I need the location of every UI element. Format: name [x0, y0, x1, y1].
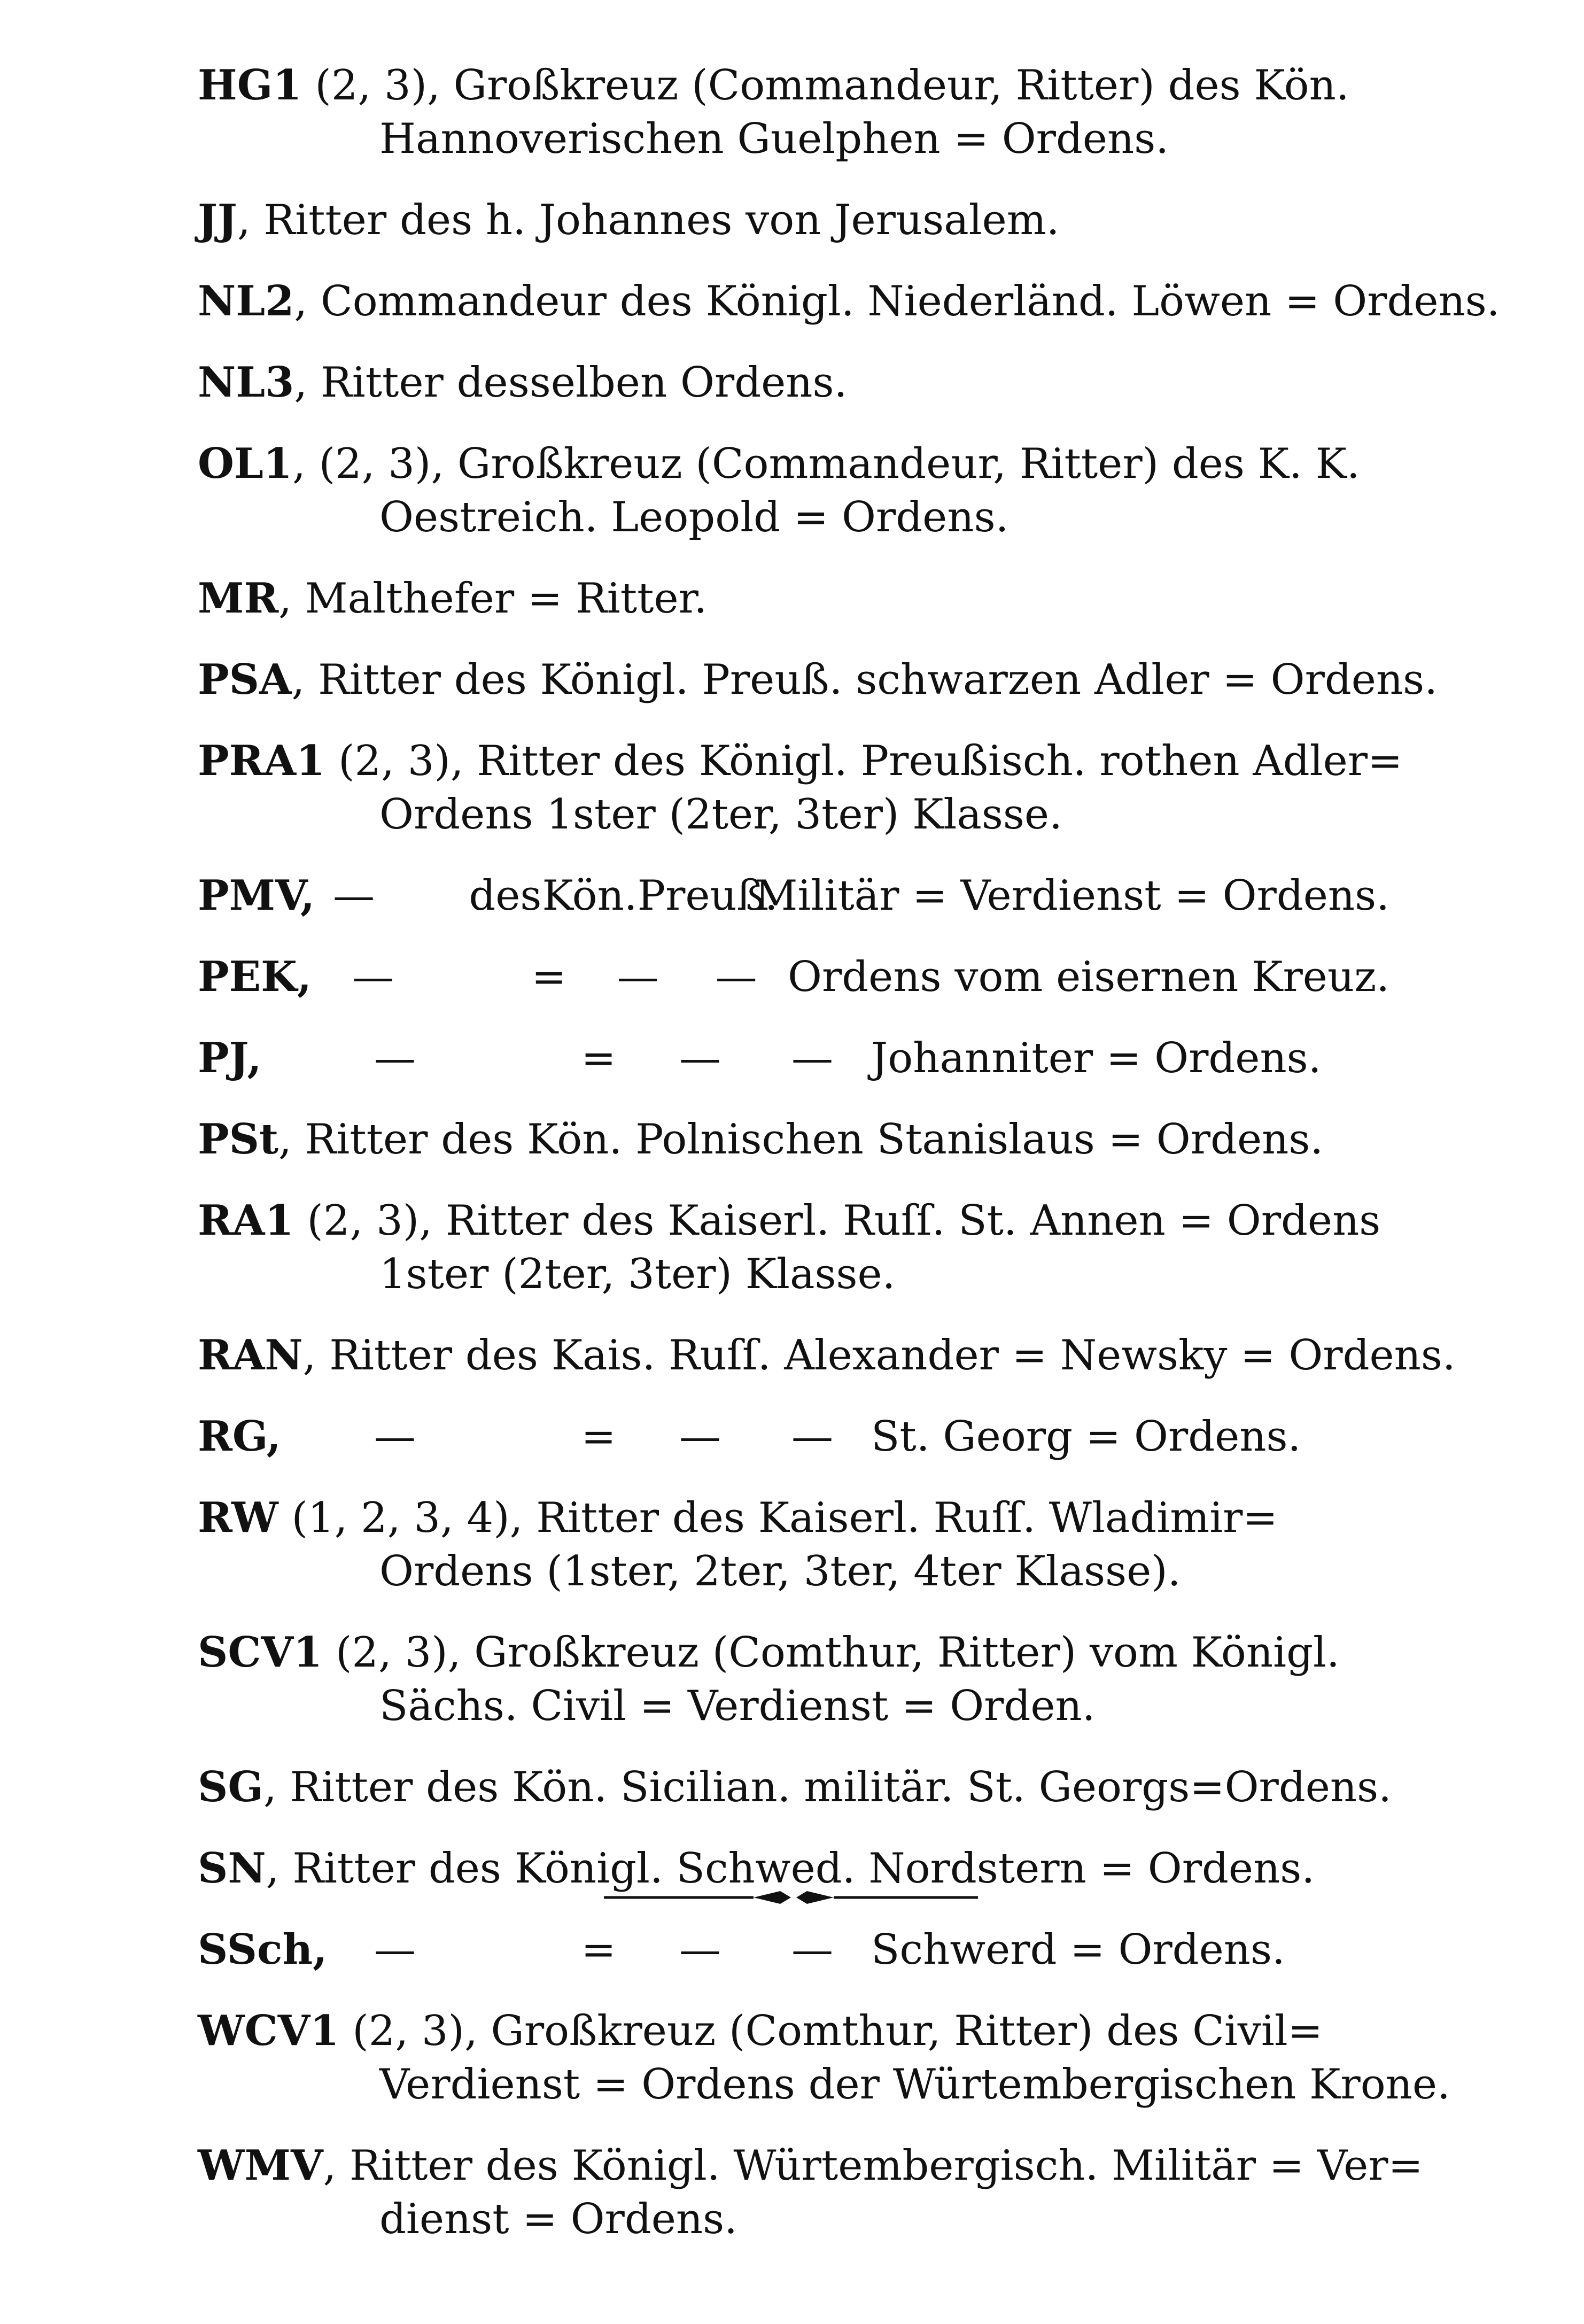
- entry-text: Militär = Verdienst = Ordens.: [755, 872, 1389, 920]
- entry-abbreviation: PJ,: [198, 1034, 262, 1082]
- entry-abbreviation: RG,: [198, 1412, 281, 1461]
- ditto-mark: —: [791, 1413, 833, 1461]
- ditto-mark: Preuß.: [637, 872, 778, 920]
- list-item: [198, 950, 1389, 1004]
- list-item: [198, 1329, 1456, 1382]
- ditto-mark: —: [791, 1034, 833, 1082]
- list-item: [198, 869, 1389, 923]
- entry-abbreviation: MR: [198, 574, 279, 623]
- entry-abbreviation: SSch,: [198, 1925, 328, 1974]
- entry-abbreviation: HG1: [198, 61, 302, 110]
- list-item: [198, 437, 1389, 544]
- list-item: [198, 572, 1389, 625]
- entry-text: , Ritter desselben Ordens.: [294, 359, 848, 407]
- entry-abbreviation: NL3: [198, 358, 294, 407]
- entry-abbreviation: WMV: [198, 2141, 323, 2190]
- ditto-mark: des: [469, 872, 542, 920]
- entry-abbreviation: PMV,: [198, 871, 315, 920]
- entry-abbreviation: SG: [198, 1763, 263, 1811]
- entry-abbreviation: WCV1: [198, 2007, 339, 2055]
- entry-abbreviation: RA1: [198, 1196, 294, 1245]
- entry-abbreviation: NL2: [198, 277, 294, 326]
- entry-text: Johanniter = Ordens.: [871, 1034, 1322, 1082]
- entry-text: , Ritter des h. Johannes von Jerusalem.: [237, 196, 1060, 244]
- ditto-mark: —: [679, 1413, 721, 1461]
- entry-text: (1, 2, 3, 4), Ritter des Kaiserl. Ruſſ. Wladimir=: [278, 1494, 1278, 1542]
- entry-text: (2, 3), Ritter des Königl. Preußisch. rothen Adler=: [325, 737, 1403, 785]
- list-item: [198, 1923, 1389, 1977]
- ditto-mark: =: [581, 1413, 616, 1461]
- ditto-mark: =: [581, 1926, 616, 1974]
- entry-text: Ordens vom eisernen Kreuz.: [788, 953, 1390, 1001]
- ditto-mark: —: [679, 1926, 721, 1974]
- list-item: [198, 653, 1438, 707]
- entry-continuation: Oestreich. Leopold = Ordens.: [379, 493, 1009, 541]
- list-item: [198, 356, 1389, 409]
- list-item: [198, 1410, 1389, 1463]
- entry-text: , Ritter des Kais. Ruſſ. Alexander = Newsky = Ordens.: [302, 1331, 1456, 1380]
- ditto-mark: —: [374, 1413, 416, 1461]
- list-item: [198, 59, 1389, 166]
- list-item: [198, 2139, 1423, 2246]
- entry-abbreviation: PSt: [198, 1115, 279, 1164]
- ditto-mark: —: [791, 1926, 833, 1974]
- entry-abbreviation: PRA1: [198, 737, 325, 785]
- entry-abbreviation: JJ: [198, 196, 237, 244]
- ditto-mark: —: [374, 1034, 416, 1082]
- ditto-mark: —: [352, 953, 394, 1001]
- list-item: [198, 1626, 1389, 1733]
- entry-text: (2, 3), Großkreuz (Comthur, Ritter) des Civil=: [339, 2007, 1323, 2055]
- entry-abbreviation: PEK,: [198, 952, 312, 1001]
- entry-continuation: 1ster (2ter, 3ter) Klasse.: [379, 1250, 896, 1298]
- entry-continuation: Ordens (1ster, 2ter, 3ter, 4ter Klasse).: [379, 1547, 1181, 1595]
- list-item: [198, 2004, 1450, 2111]
- entry-continuation: Verdienst = Ordens der Würtembergischen Krone.: [379, 2060, 1450, 2109]
- entry-text: , Ritter des Kön. Sicilian. militär. St. Georgs=Ordens.: [263, 1763, 1392, 1811]
- entry-text: (2, 3), Großkreuz (Comthur, Ritter) vom Königl.: [322, 1629, 1340, 1677]
- entry-text: (2, 3), Ritter des Kaiserl. Ruſſ. St. Annen = Ordens: [293, 1197, 1381, 1245]
- entry-text: , Malthefer = Ritter.: [278, 575, 708, 623]
- ditto-mark: —: [333, 872, 375, 920]
- list-item: [198, 193, 1389, 247]
- entry-text: , Ritter des Kön. Polnischen Stanislaus = Ordens.: [278, 1115, 1324, 1164]
- entry-text: , Ritter des Königl. Schwed. Nordstern = Ordens.: [266, 1845, 1315, 1893]
- entry-continuation: dienst = Ordens.: [379, 2195, 737, 2243]
- abbreviation-list: [198, 59, 1500, 2274]
- entry-abbreviation: RAN: [198, 1331, 303, 1380]
- entry-continuation: Hannoverischen Guelphen = Ordens.: [379, 115, 1169, 163]
- entry-abbreviation: SCV1: [198, 1628, 323, 1677]
- entry-text: , (2, 3), Großkreuz (Commandeur, Ritter) des K. K.: [292, 440, 1360, 488]
- list-item: [198, 734, 1403, 841]
- list-item: [198, 1113, 1389, 1166]
- entry-abbreviation: SN: [198, 1844, 266, 1893]
- ditto-mark: —: [679, 1034, 721, 1082]
- entry-text: , Ritter des Königl. Würtembergisch. Militär = Ver=: [323, 2142, 1423, 2190]
- list-item: [198, 1761, 1392, 1814]
- entry-text: (2, 3), Großkreuz (Commandeur, Ritter) des Kön.: [301, 61, 1349, 110]
- entry-continuation: Ordens 1ster (2ter, 3ter) Klasse.: [379, 791, 1062, 839]
- ditto-mark: —: [374, 1926, 416, 1974]
- entry-continuation: Sächs. Civil = Verdienst = Orden.: [379, 1682, 1096, 1730]
- entry-abbreviation: PSA: [198, 655, 292, 704]
- list-item: [198, 275, 1500, 328]
- end-ornament: [604, 1881, 978, 1914]
- list-item: [198, 1491, 1389, 1598]
- entry-abbreviation: RW: [198, 1493, 278, 1542]
- entry-abbreviation: OL1: [198, 439, 293, 488]
- ditto-mark: —: [617, 953, 659, 1001]
- entry-text: St. Georg = Ordens.: [871, 1413, 1301, 1461]
- list-item: [198, 1032, 1389, 1085]
- ditto-mark: Kön.: [542, 872, 638, 920]
- list-item: [198, 1194, 1389, 1301]
- ditto-mark: =: [581, 1034, 616, 1082]
- ditto-mark: —: [715, 953, 757, 1001]
- entry-text: Schwerd = Ordens.: [871, 1926, 1285, 1974]
- ditto-mark: =: [531, 953, 566, 1001]
- entry-text: , Ritter des Königl. Preuß. schwarzen Adler = Ordens.: [291, 656, 1438, 704]
- entry-text: , Commandeur des Königl. Niederländ. Löwen = Ordens.: [294, 277, 1500, 326]
